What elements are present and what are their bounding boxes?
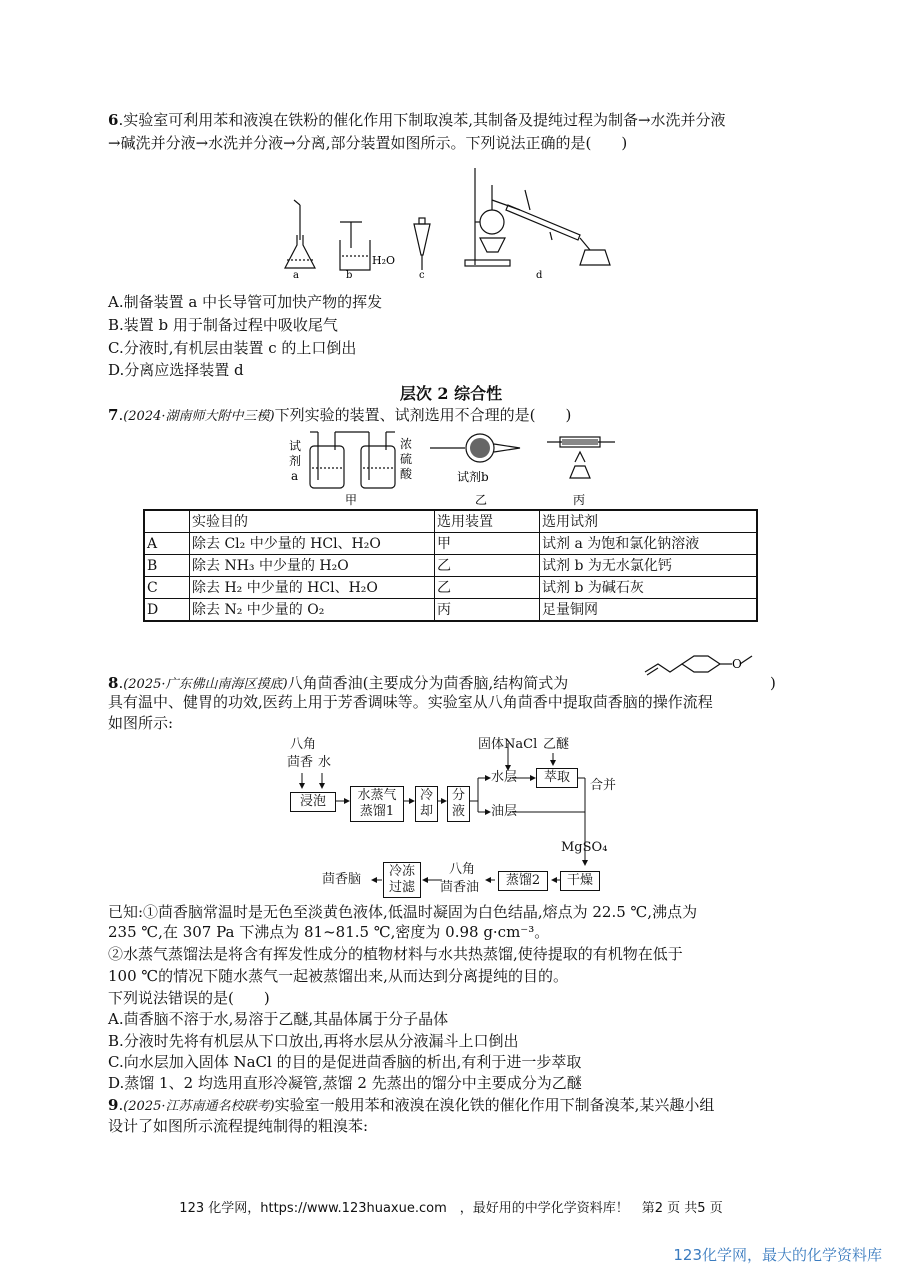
flow-step-separate [447, 786, 470, 822]
q8-option-c: C.向水层加入固体 NaCl 的目的是促进茴香脑的析出,有利于进一步萃取 [108, 1053, 582, 1071]
label-bing: 丙 [573, 493, 586, 507]
flow-step-steam-distill [350, 786, 404, 822]
q6-number: 6 [108, 111, 119, 129]
q6-option-d: D.分离应选择装置 d [108, 361, 244, 379]
reagent-b-label: 试剂b [457, 470, 489, 484]
flow-step-cool-1: 冷 [419, 788, 433, 803]
reagent-a-1: 试 [289, 439, 302, 453]
q9-line2: 设计了如图所示流程提纯制得的粗溴苯: [108, 1117, 369, 1135]
flow-water-layer: 水层 [491, 770, 518, 785]
flow-step-cool [415, 786, 438, 822]
table-cell: 试剂 b 为无水氯化钙 [540, 555, 758, 577]
q6-apparatus-figure [280, 160, 620, 280]
q6-option-b: B.装置 b 用于制备过程中吸收尾气 [108, 316, 338, 334]
q7-apparatus-figure [285, 428, 625, 508]
oxygen-label: O [732, 657, 742, 671]
q6-option-a: A.制备装置 a 中长导管可加快产物的挥发 [108, 293, 383, 311]
flow-input-star-anise-1: 八角 [290, 737, 317, 752]
flow-mgso4: MgSO₄ [561, 840, 608, 855]
watermark: 123化学网，最大的化学资料库 [673, 1246, 882, 1264]
table-cell: 除去 H₂ 中少量的 HCl、H₂O [190, 577, 435, 599]
flow-step-distill2: 蒸馏2 [498, 871, 548, 891]
flow-merge: 合并 [590, 778, 617, 793]
table-header-cell [144, 510, 190, 533]
label-yi: 乙 [475, 493, 488, 507]
label-a: a [293, 270, 299, 280]
table-cell: 除去 Cl₂ 中少量的 HCl、H₂O [190, 533, 435, 555]
q6-line1 [108, 110, 726, 130]
distillation-d-icon [465, 168, 610, 266]
q9-line1: 9.(2025·江苏南通名校联考)实验室一般用苯和液溴在溴化铁的催化作用下制备溴苯,某兴趣小组 [108, 1096, 715, 1114]
q9-number: 9 [108, 1096, 119, 1114]
table-cell: 乙 [435, 555, 540, 577]
acid-1: 浓 [400, 437, 413, 451]
flow-step-freeze-1: 冷冻 [388, 864, 415, 879]
table-cell: C [144, 577, 190, 599]
flow-step-dry: 干燥 [560, 871, 600, 891]
gas-washing-bottles-icon [310, 432, 395, 488]
table-cell: 足量铜网 [540, 599, 758, 622]
q9-source: (2025·江苏南通名校联考) [123, 1099, 275, 1114]
table-cell: 除去 NH₃ 中少量的 H₂O [190, 555, 435, 577]
q8-question: 下列说法错误的是( ) [108, 989, 270, 1007]
table-cell: B [144, 555, 190, 577]
q8-known-1: 已知:①茴香脑常温时是无色至淡黄色液体,低温时凝固为白色结晶,熔点为 22.5 ℃,沸点为 [108, 903, 698, 921]
table-row [144, 555, 757, 577]
table-cell: 试剂 a 为饱和氯化钠溶液 [540, 533, 758, 555]
q8-line2: 具有温中、健胃的功效,医药上用于芳香调味等。实验室从八角茴香中提取茴香脑的操作流程 [108, 693, 713, 711]
q8-number: 8 [108, 674, 119, 692]
label-b: b [346, 270, 353, 280]
flow-step-soak: 浸泡 [290, 792, 336, 812]
q7-stem: 下列实验的装置、试剂选用不合理的是( ) [274, 406, 572, 424]
table-cell: 乙 [435, 577, 540, 599]
acid-3: 酸 [400, 467, 413, 481]
table-header-cell: 选用装置 [435, 510, 540, 533]
flow-input-water: 水 [318, 755, 332, 770]
table-header-cell: 选用试剂 [540, 510, 758, 533]
q6-option-c: C.分液时,有机层由装置 c 的上口倒出 [108, 339, 357, 357]
flow-star-anise-oil-2: 茴香油 [440, 880, 480, 895]
table-cell: 丙 [435, 599, 540, 622]
q8-known-4: 100 ℃的情况下随水蒸气一起被蒸馏出来,从而达到分离提纯的目的。 [108, 967, 568, 985]
table-header-row [144, 510, 757, 533]
flow-step-separate-2: 液 [451, 804, 465, 819]
copper-mesh-icon [562, 439, 598, 445]
beaker-b-icon [340, 222, 370, 270]
acid-2: 硫 [400, 452, 413, 466]
flow-ether: 乙醚 [543, 737, 570, 752]
flow-step-separate-1: 分 [451, 788, 465, 803]
flow-star-anise-oil-1: 八角 [449, 862, 476, 877]
page-footer: 123 化学网，https://www.123huaxue.com ，最好用的中学化学资料库！ 第2 页 共5 页 [179, 1201, 723, 1216]
h2o-label: H₂O [372, 254, 396, 267]
label-d: d [536, 270, 543, 280]
flow-solid-nacl: 固体NaCl [478, 737, 538, 752]
section-title: 层次 2 综合性 [399, 384, 503, 403]
flow-input-star-anise-2: 茴香 [287, 755, 314, 770]
q8-option-a: A.茴香脑不溶于水,易溶于乙醚,其晶体属于分子晶体 [108, 1010, 449, 1028]
q7-number: 7 [108, 406, 119, 424]
drying-agent-icon [470, 438, 490, 458]
q8-line1-end: ) [770, 674, 776, 692]
table-row [144, 577, 757, 599]
q7-line: 7.(2024·湖南师大附中三模)下列实验的装置、试剂选用不合理的是( ) [108, 406, 572, 424]
reagent-a-2: 剂 [289, 454, 302, 468]
q6-stem-1: .实验室可利用苯和液溴在铁粉的催化作用下制取溴苯,其制备及提纯过程为制备→水洗并分液 [118, 111, 726, 129]
table-cell: 除去 N₂ 中少量的 O₂ [190, 599, 435, 622]
flow-step-freeze-filter [383, 862, 421, 898]
q8-known-2: 235 ℃,在 307 Pa 下沸点为 81~81.5 ℃,密度为 0.98 g·cm⁻³。 [108, 923, 550, 941]
q9-stem-1: 实验室一般用苯和液溴在溴化铁的催化作用下制备溴苯,某兴趣小组 [274, 1096, 715, 1114]
table-cell: 试剂 b 为碱石灰 [540, 577, 758, 599]
flow-oil-layer: 油层 [491, 804, 518, 819]
flow-step-steam-distill-1: 水蒸气 [357, 788, 397, 803]
flask-a-icon [285, 200, 315, 268]
q6-line2: →碱洗并分液→水洗并分液→分离,部分装置如图所示。下列说法正确的是( ) [108, 134, 628, 152]
flow-step-steam-distill-2: 蒸馏1 [359, 804, 395, 819]
q8-option-b: B.分液时先将有机层从下口放出,再将水层从分液漏斗上口倒出 [108, 1032, 519, 1050]
table-cell: A [144, 533, 190, 555]
flow-step-freeze-2: 过滤 [388, 880, 415, 895]
table-cell: D [144, 599, 190, 622]
anethole-structure-icon [640, 642, 775, 687]
q7-options-table [143, 509, 758, 622]
table-cell: 甲 [435, 533, 540, 555]
q8-source: (2025·广东佛山南海区摸底) [123, 677, 288, 692]
flow-step-extract: 萃取 [536, 768, 578, 788]
flow-step-cool-2: 却 [419, 804, 433, 819]
q8-known-3: ②水蒸气蒸馏法是将含有挥发性成分的植物材料与水共热蒸馏,使待提取的有机物在低于 [108, 945, 683, 963]
q8-line1: 8.(2025·广东佛山南海区摸底)八角茴香油(主要成分为茴香脑,结构简式为 [108, 674, 569, 692]
q8-line3: 如图所示: [108, 714, 174, 732]
table-header-cell: 实验目的 [190, 510, 435, 533]
q8-option-d: D.蒸馏 1、2 均选用直形冷凝管,蒸馏 2 先蒸出的馏分中主要成分为乙醚 [108, 1074, 582, 1092]
table-row [144, 533, 757, 555]
funnel-c-icon [414, 218, 430, 270]
flow-product-anethole: 茴香脑 [322, 872, 362, 887]
q8-stem-1: 八角茴香油(主要成分为茴香脑,结构简式为 [287, 674, 569, 692]
label-jia: 甲 [345, 493, 358, 507]
table-row [144, 599, 757, 622]
reagent-a-3: a [291, 469, 299, 483]
label-c: c [419, 270, 425, 280]
q7-source: (2024·湖南师大附中三模) [123, 409, 275, 424]
